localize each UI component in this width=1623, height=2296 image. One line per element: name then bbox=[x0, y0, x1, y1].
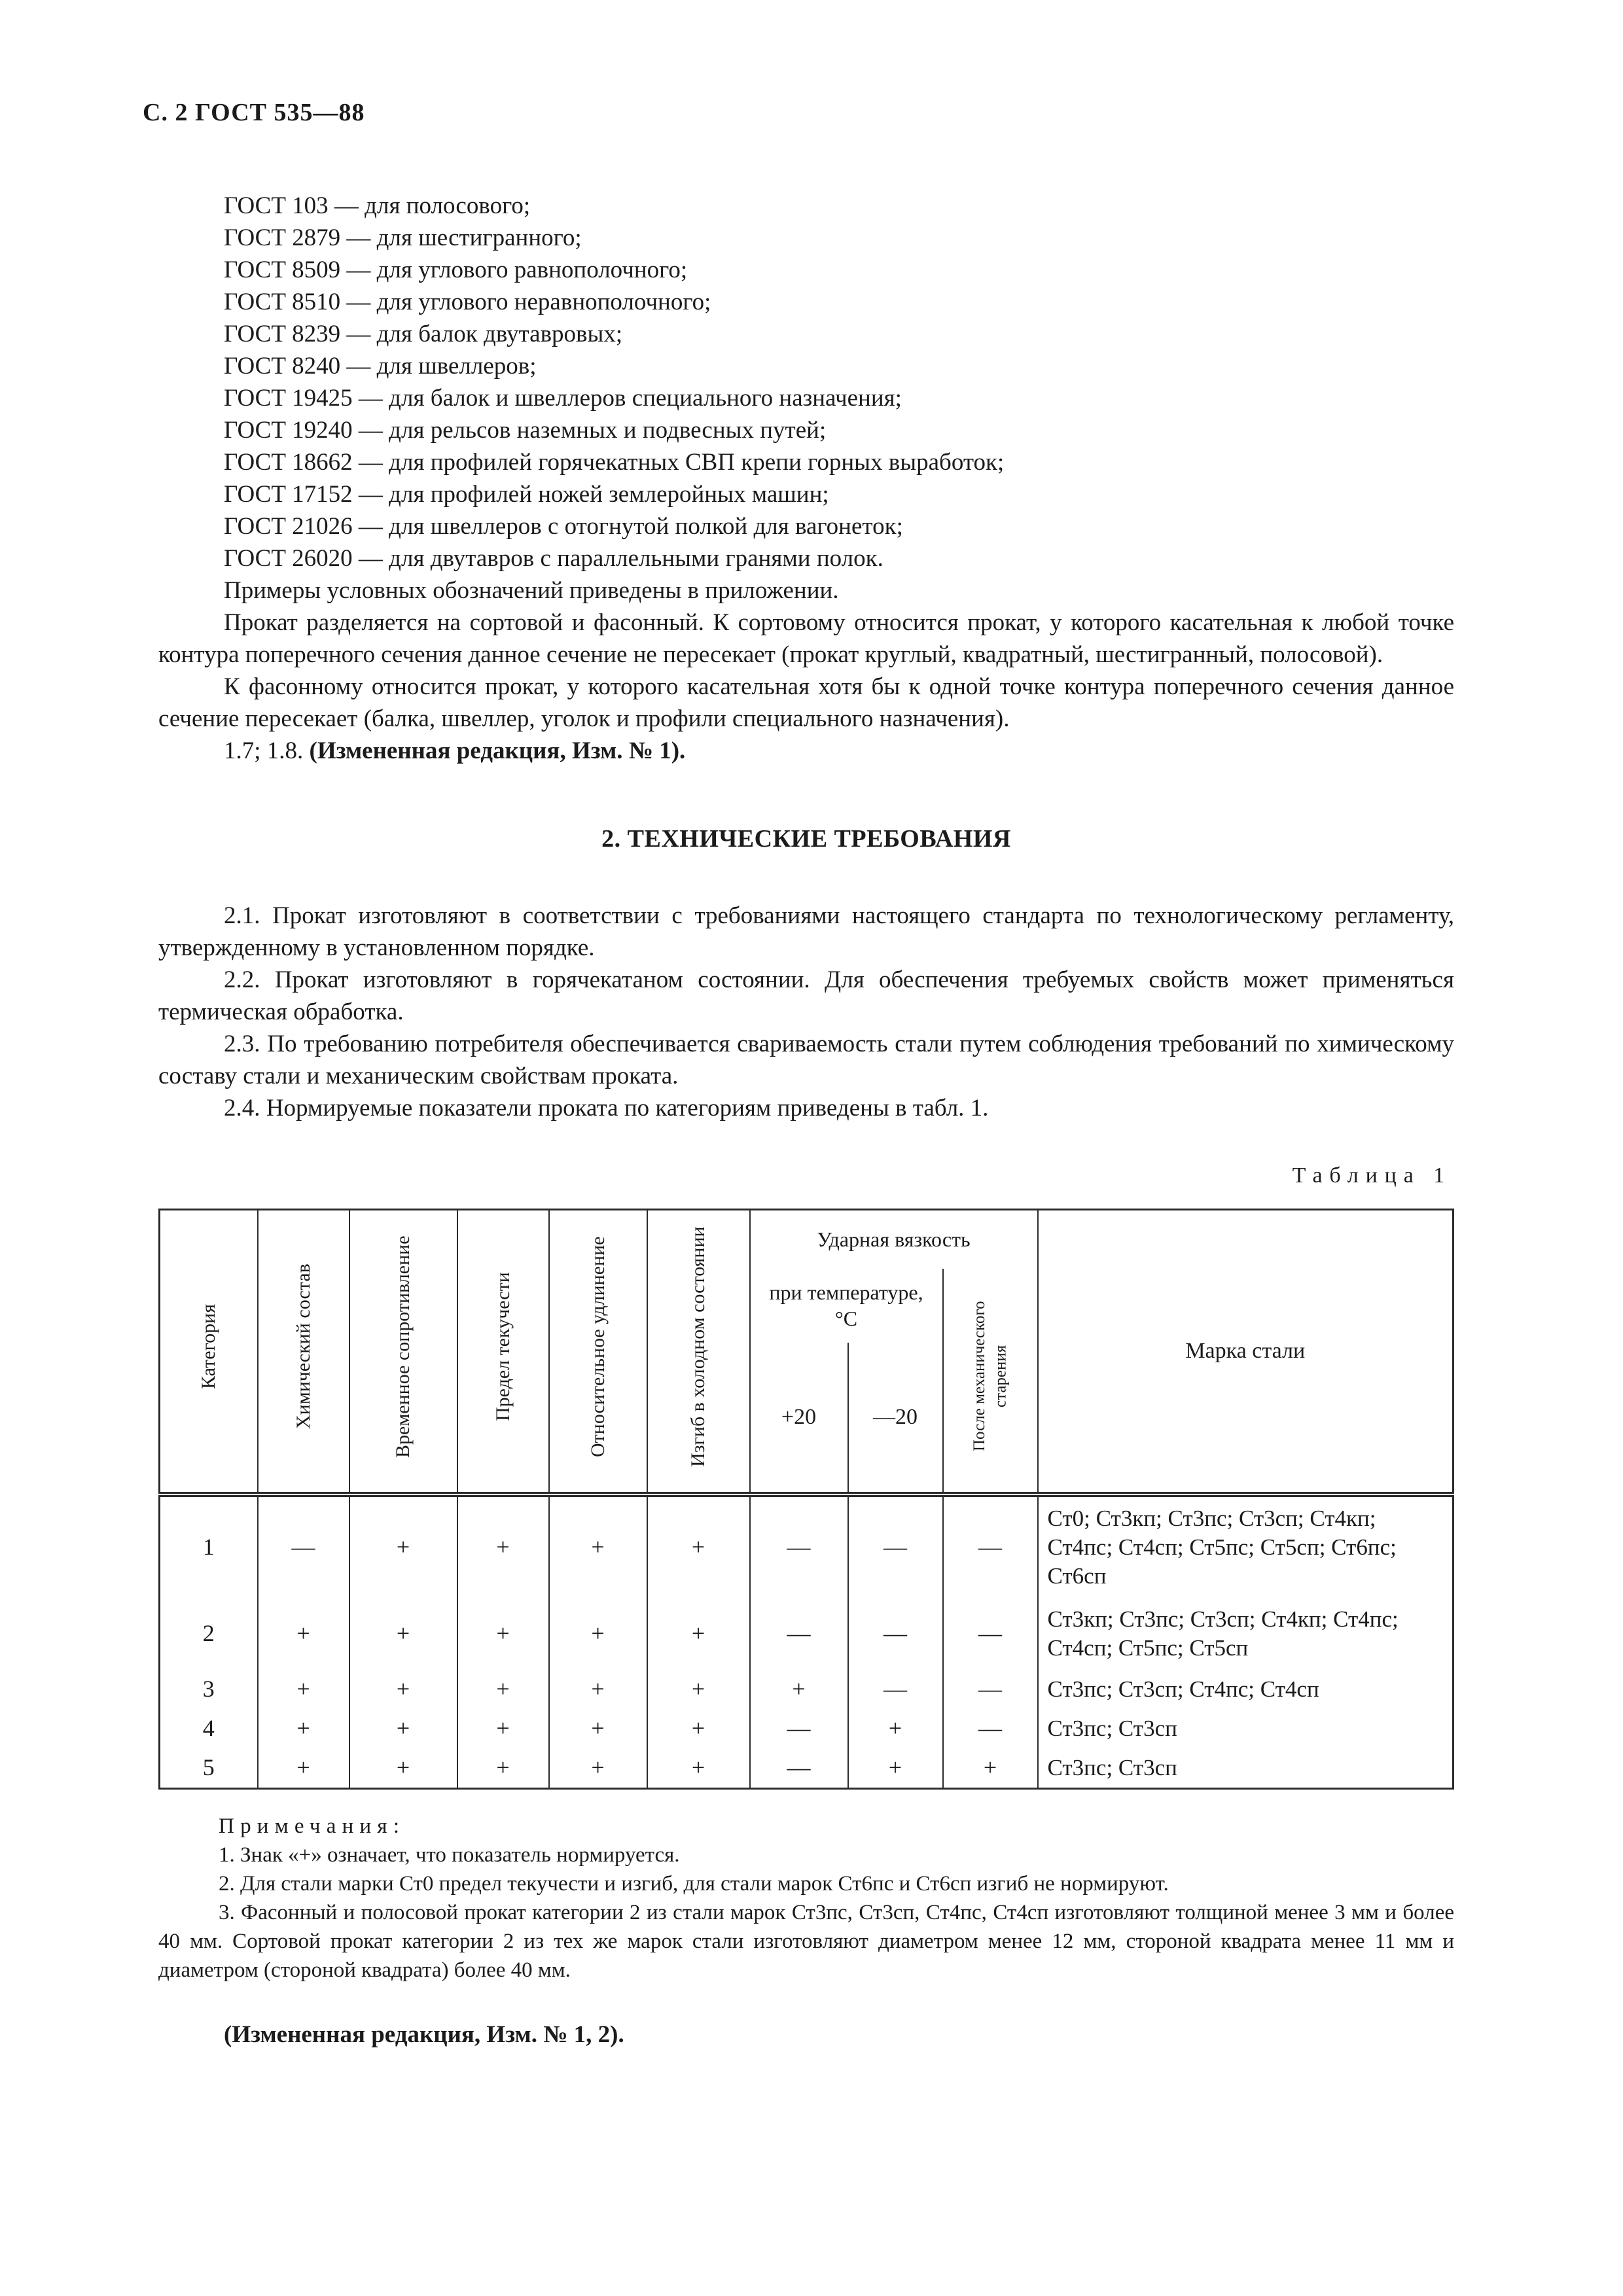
col-header-bend bbox=[647, 1210, 750, 1494]
standards-list-item: ГОСТ 19240 — для рельсов наземных и подвесных путей; bbox=[224, 417, 827, 444]
cell-mark: + bbox=[258, 1598, 349, 1670]
col-header-at-temperature-label: при температуре, °С bbox=[769, 1280, 923, 1331]
cell-mark: + bbox=[349, 1709, 457, 1748]
standards-list-item: ГОСТ 17152 — для профилей ножей землеройных машин; bbox=[224, 481, 829, 508]
table-body bbox=[160, 1494, 1454, 1789]
standards-list-item: ГОСТ 26020 — для двутавров с параллельными гранями полок. bbox=[224, 545, 883, 572]
col-header-category-label: Категория bbox=[198, 1304, 220, 1390]
col-header-category bbox=[160, 1210, 258, 1494]
cell-mark: + bbox=[457, 1709, 549, 1748]
col-header-yield bbox=[457, 1210, 549, 1494]
notes-title: Примечания: bbox=[219, 1814, 406, 1838]
col-header-impact: Ударная вязкость bbox=[750, 1210, 1038, 1269]
cell-category: 5 bbox=[160, 1748, 258, 1789]
paragraph-1-7-1-8 bbox=[158, 735, 1454, 767]
paragraph-2-2: 2.2. Прокат изготовляют в горячекатаном состоянии. Для обеспечения требуемых свойств может применяться термическая обработка. bbox=[158, 966, 1454, 1025]
col-header-yield-label: Предел текучести bbox=[491, 1272, 514, 1422]
cell-mark: + bbox=[943, 1748, 1038, 1789]
cell-mark: — bbox=[848, 1494, 943, 1598]
cell-grades: Ст0; Ст3кп; Ст3пс; Ст3сп; Ст4кп; Ст4пс; Ст4сп; Ст5пс; Ст5сп; Ст6пс; Ст6сп bbox=[1038, 1494, 1454, 1598]
cell-mark: — bbox=[943, 1709, 1038, 1748]
cell-mark: + bbox=[258, 1670, 349, 1709]
cell-mark: — bbox=[750, 1494, 848, 1598]
col-header-chemical-label: Химический состав bbox=[292, 1263, 314, 1430]
table-row bbox=[160, 1598, 1454, 1670]
col-header-temp-resistance-label: Временное сопротивление bbox=[392, 1235, 414, 1458]
cell-mark: — bbox=[750, 1598, 848, 1670]
cell-mark: + bbox=[549, 1709, 647, 1748]
cell-mark: + bbox=[258, 1709, 349, 1748]
col-header-at-temperature bbox=[750, 1269, 943, 1343]
standards-list-item: ГОСТ 8510 — для углового неравнополочного; bbox=[224, 289, 711, 315]
cell-mark: + bbox=[457, 1748, 549, 1789]
cell-mark: + bbox=[349, 1670, 457, 1709]
cell-mark: — bbox=[943, 1494, 1038, 1598]
table-row bbox=[160, 1670, 1454, 1709]
col-header-plus20: +20 bbox=[750, 1343, 848, 1494]
col-header-bend-label: Изгиб в холодном состоянии bbox=[687, 1226, 709, 1468]
cell-mark: + bbox=[647, 1748, 750, 1789]
paragraph-2-4: 2.4. Нормируемые показатели проката по категориям приведены в табл. 1. bbox=[224, 1095, 989, 1122]
note-item: 1. Знак «+» означает, что показатель нормируется. bbox=[219, 1843, 680, 1867]
note-item: 2. Для стали марки Ст0 предел текучести и изгиб, для стали марок Ст6пс и Ст6сп изгиб не нормируют. bbox=[219, 1871, 1169, 1896]
cell-mark: — bbox=[750, 1709, 848, 1748]
col-header-elongation bbox=[549, 1210, 647, 1494]
paragraph-examples: Примеры условных обозначений приведены в приложении. bbox=[224, 577, 839, 604]
col-header-minus20: —20 bbox=[848, 1343, 943, 1494]
page-header: С. 2 ГОСТ 535—88 bbox=[143, 99, 365, 126]
table-row bbox=[160, 1494, 1454, 1598]
cell-mark: + bbox=[549, 1494, 647, 1598]
col-header-after-aging-label: После механического старения bbox=[970, 1300, 1009, 1451]
col-header-after-aging bbox=[943, 1269, 1038, 1494]
table-caption: Таблица 1 bbox=[1292, 1163, 1452, 1188]
requirements-table bbox=[158, 1209, 1454, 1790]
cell-category: 3 bbox=[160, 1670, 258, 1709]
notes-items bbox=[158, 1841, 1454, 1985]
cell-mark: + bbox=[750, 1670, 848, 1709]
cell-mark: + bbox=[848, 1748, 943, 1789]
cell-mark: + bbox=[349, 1748, 457, 1789]
cell-mark: + bbox=[457, 1494, 549, 1598]
paragraph-2-3: 2.3. По требованию потребителя обеспечивается свариваемость стали путем соблюдения требований по химическому составу стали и механическим свойствам проката. bbox=[158, 1031, 1454, 1089]
cell-mark: + bbox=[349, 1494, 457, 1598]
cell-mark: — bbox=[750, 1748, 848, 1789]
paragraph-fasonny: К фасонному относится прокат, у которого касательная хотя бы к одной точке контура поперечного сечения данное сечение пересекает (балка, швеллер, уголок и профили специального назначения). bbox=[158, 673, 1454, 732]
standards-list-item: ГОСТ 8240 — для швеллеров; bbox=[224, 353, 537, 380]
cell-mark: + bbox=[457, 1598, 549, 1670]
note-item: 3. Фасонный и полосовой прокат категории 2 из стали марок Ст3пс, Ст3сп, Ст4пс, Ст4сп изготовляют толщиной менее 3 мм и более 40 мм. Сортовой прокат категории 2 из тех же марок стали изготовляют диаметром менее 12 мм, стороной квадрата менее 11 мм и диаметром (стороной квадрата) более 40 мм. bbox=[158, 1900, 1454, 1982]
cell-category: 1 bbox=[160, 1494, 258, 1598]
cell-mark: — bbox=[943, 1598, 1038, 1670]
cell-mark: + bbox=[258, 1748, 349, 1789]
standards-list-item: ГОСТ 21026 — для швеллеров с отогнутой полкой для вагонеток; bbox=[224, 513, 903, 540]
paragraph-1-7-amendment: (Измененная редакция, Изм. № 1). bbox=[309, 737, 686, 764]
cell-mark: + bbox=[647, 1670, 750, 1709]
cell-mark: — bbox=[848, 1670, 943, 1709]
standards-list-item: ГОСТ 18662 — для профилей горячекатных СВП крепи горных выработок; bbox=[224, 449, 1005, 476]
cell-mark: + bbox=[848, 1709, 943, 1748]
standards-list-item: ГОСТ 8509 — для углового равнополочного; bbox=[224, 256, 688, 283]
table-row bbox=[160, 1748, 1454, 1789]
cell-grades: Ст3пс; Ст3сп bbox=[1038, 1748, 1454, 1789]
standards-list bbox=[158, 190, 1454, 574]
col-header-temp-resistance bbox=[349, 1210, 457, 1494]
cell-mark: + bbox=[647, 1494, 750, 1598]
cell-mark: + bbox=[647, 1709, 750, 1748]
cell-mark: + bbox=[549, 1748, 647, 1789]
cell-mark: — bbox=[258, 1494, 349, 1598]
standards-list-item: ГОСТ 2879 — для шестигранного; bbox=[224, 224, 582, 251]
cell-category: 4 bbox=[160, 1709, 258, 1748]
cell-mark: + bbox=[349, 1598, 457, 1670]
standards-list-item: ГОСТ 8239 — для балок двутавровых; bbox=[224, 321, 623, 347]
cell-mark: + bbox=[647, 1598, 750, 1670]
cell-grades: Ст3кп; Ст3пс; Ст3сп; Ст4кп; Ст4пс; Ст4сп; Ст5пс; Ст5сп bbox=[1038, 1598, 1454, 1670]
paragraph-1-7-prefix: 1.7; 1.8. bbox=[224, 737, 310, 764]
cell-mark: + bbox=[457, 1670, 549, 1709]
cell-mark: + bbox=[549, 1598, 647, 1670]
paragraph-sortovoy: Прокат разделяется на сортовой и фасонный. К сортовому относится прокат, у которого касательная к любой точке контура поперечного сечения данное сечение не пересекает (прокат круглый, квадратный, шестигранный, полосовой). bbox=[158, 609, 1454, 668]
table-row bbox=[160, 1709, 1454, 1748]
cell-mark: — bbox=[943, 1670, 1038, 1709]
col-header-elongation-label: Относительное удлинение bbox=[586, 1236, 609, 1457]
cell-category: 2 bbox=[160, 1598, 258, 1670]
cell-grades: Ст3пс; Ст3сп; Ст4пс; Ст4сп bbox=[1038, 1670, 1454, 1709]
cell-grades: Ст3пс; Ст3сп bbox=[1038, 1709, 1454, 1748]
paragraph-2-1: 2.1. Прокат изготовляют в соответствии с требованиями настоящего стандарта по технологическому регламенту, утвержденному в установленном порядке. bbox=[158, 902, 1454, 961]
cell-mark: — bbox=[848, 1598, 943, 1670]
section-2-heading: 2. ТЕХНИЧЕСКИЕ ТРЕБОВАНИЯ bbox=[601, 825, 1011, 853]
notes-block bbox=[158, 1812, 1454, 1985]
cell-mark: + bbox=[549, 1670, 647, 1709]
col-header-grade: Марка стали bbox=[1038, 1210, 1454, 1494]
amendment-footer: (Измененная редакция, Изм. № 1, 2). bbox=[224, 2021, 624, 2048]
standards-list-item: ГОСТ 19425 — для балок и швеллеров специального назначения; bbox=[224, 385, 902, 412]
standards-list-item: ГОСТ 103 — для полосового; bbox=[224, 192, 531, 219]
col-header-chemical bbox=[258, 1210, 349, 1494]
